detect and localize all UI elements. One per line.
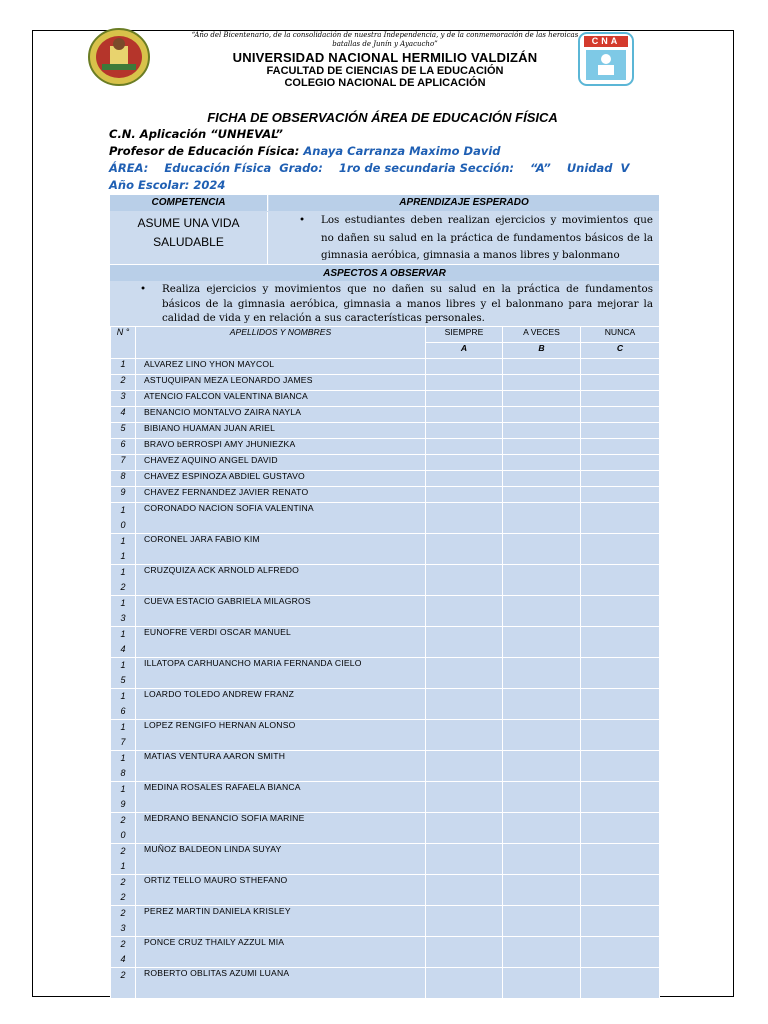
mark-cell-nunca[interactable]: [581, 906, 660, 937]
mark-cell-aveces[interactable]: [503, 359, 581, 375]
mark-cell-nunca[interactable]: [581, 471, 660, 487]
student-name: ROBERTO OBLITAS AZUMI LUANA: [136, 968, 426, 999]
student-name: LOARDO TOLEDO ANDREW FRANZ: [136, 689, 426, 720]
student-number: 2: [111, 375, 136, 391]
mark-cell-nunca[interactable]: [581, 375, 660, 391]
mark-cell-aveces[interactable]: [503, 813, 581, 844]
student-name: BIBIANO HUAMAN JUAN ARIEL: [136, 423, 426, 439]
table-row: [111, 689, 660, 720]
student-number: 1: [111, 359, 136, 375]
mark-cell-nunca[interactable]: [581, 391, 660, 407]
table-row: [111, 906, 660, 937]
mark-cell-aveces[interactable]: [503, 968, 581, 999]
mark-cell-aveces[interactable]: [503, 391, 581, 407]
table-row: [111, 455, 660, 471]
table-row: [111, 751, 660, 782]
student-number: 22: [111, 875, 136, 906]
mark-cell-nunca[interactable]: [581, 565, 660, 596]
mark-cell-siempre[interactable]: [426, 375, 503, 391]
mark-cell-nunca[interactable]: [581, 359, 660, 375]
mark-cell-siempre[interactable]: [426, 844, 503, 875]
area-line: ÁREA: Educación Física Grado: 1ro de secundaria Sección: “A” Unidad V: [109, 161, 630, 175]
student-number: 19: [111, 782, 136, 813]
table-row: [111, 503, 660, 534]
competence-table: [110, 195, 659, 326]
mark-cell-siempre[interactable]: [426, 565, 503, 596]
mark-cell-siempre[interactable]: [426, 782, 503, 813]
siempre-header: SIEMPRE: [426, 327, 503, 343]
table-row: [111, 968, 660, 999]
table-row: [111, 813, 660, 844]
student-name: PEREZ MARTIN DANIELA KRISLEY: [136, 906, 426, 937]
mark-cell-nunca[interactable]: [581, 596, 660, 627]
expected-text: Los estudiantes deben realizan ejercicios y movimientos que no dañen su salud en la práctica de fundamentos básicos de la gimnasia aeróbica, gimnasia a manos libres y balonmano: [321, 214, 653, 261]
student-name: ORTIZ TELLO MAURO STHEFANO: [136, 875, 426, 906]
bullet-icon: •: [299, 214, 306, 226]
mark-cell-siempre[interactable]: [426, 455, 503, 471]
letter-a: A: [426, 343, 503, 359]
mark-cell-nunca[interactable]: [581, 751, 660, 782]
student-number: 11: [111, 534, 136, 565]
mark-cell-aveces[interactable]: [503, 439, 581, 455]
teacher-line: [109, 144, 501, 158]
student-number: 14: [111, 627, 136, 658]
mark-cell-nunca[interactable]: [581, 503, 660, 534]
mark-cell-aveces[interactable]: [503, 471, 581, 487]
table-row: [111, 439, 660, 455]
table-row: [111, 782, 660, 813]
mark-cell-nunca[interactable]: [581, 689, 660, 720]
table-row: [111, 359, 660, 375]
student-number: 3: [111, 391, 136, 407]
mark-cell-siempre[interactable]: [426, 423, 503, 439]
student-number: 15: [111, 658, 136, 689]
mark-cell-siempre[interactable]: [426, 627, 503, 658]
student-name: MEDINA ROSALES RAFAELA BIANCA: [136, 782, 426, 813]
mark-cell-nunca[interactable]: [581, 487, 660, 503]
student-number: 13: [111, 596, 136, 627]
table-row: [111, 423, 660, 439]
student-name: CHAVEZ FERNANDEZ JAVIER RENATO: [136, 487, 426, 503]
mark-cell-aveces[interactable]: [503, 627, 581, 658]
student-number: 16: [111, 689, 136, 720]
student-name: ATENCIO FALCON VALENTINA BIANCA: [136, 391, 426, 407]
document-title: FICHA DE OBSERVACIÓN ÁREA DE EDUCACIÓN FÍSICA: [207, 110, 558, 125]
number-header: N °: [111, 327, 136, 359]
expected-header: APRENDIZAJE ESPERADO: [269, 195, 659, 211]
student-number: 6: [111, 439, 136, 455]
mark-cell-nunca[interactable]: [581, 720, 660, 751]
nunca-header: NUNCA: [581, 327, 660, 343]
expected-value: [269, 212, 659, 264]
student-name: MUÑOZ BALDEON LINDA SUYAY: [136, 844, 426, 875]
cn-label: C.N. Aplicación “UNHEVAL”: [109, 127, 283, 141]
student-grid: [110, 326, 660, 999]
mark-cell-nunca[interactable]: [581, 627, 660, 658]
student-number: 2: [111, 968, 136, 999]
aspects-header: ASPECTOS A OBSERVAR: [110, 264, 659, 281]
table-row: [111, 375, 660, 391]
table-row: [111, 627, 660, 658]
mark-cell-aveces[interactable]: [503, 534, 581, 565]
student-number: 9: [111, 487, 136, 503]
student-name: BRAVO bERROSPI AMY JHUNIEZKA: [136, 439, 426, 455]
bullet-icon: •: [140, 283, 147, 295]
student-name: ASTUQUIPAN MEZA LEONARDO JAMES: [136, 375, 426, 391]
mark-cell-aveces[interactable]: [503, 906, 581, 937]
student-number: 18: [111, 751, 136, 782]
mark-cell-nunca[interactable]: [581, 875, 660, 906]
student-name: ILLATOPA CARHUANCHO MARIA FERNANDA CIELO: [136, 658, 426, 689]
mark-cell-aveces[interactable]: [503, 937, 581, 968]
mark-cell-siempre[interactable]: [426, 407, 503, 423]
mark-cell-nunca[interactable]: [581, 813, 660, 844]
mark-cell-siempre[interactable]: [426, 359, 503, 375]
mark-cell-siempre[interactable]: [426, 875, 503, 906]
mark-cell-aveces[interactable]: [503, 782, 581, 813]
mark-cell-siempre[interactable]: [426, 487, 503, 503]
student-number: 24: [111, 937, 136, 968]
student-name: EUNOFRE VERDI OSCAR MANUEL: [136, 627, 426, 658]
university-seal-icon: [88, 28, 150, 86]
cna-logo: [578, 32, 634, 86]
mark-cell-nunca[interactable]: [581, 455, 660, 471]
letter-b: B: [503, 343, 581, 359]
mark-cell-aveces[interactable]: [503, 503, 581, 534]
mark-cell-siempre[interactable]: [426, 689, 503, 720]
student-name: CHAVEZ AQUINO ANGEL DAVID: [136, 455, 426, 471]
mark-cell-aveces[interactable]: [503, 487, 581, 503]
student-name: ALVAREZ LINO YHON MAYCOL: [136, 359, 426, 375]
table-row: [111, 720, 660, 751]
mark-cell-nunca[interactable]: [581, 844, 660, 875]
mark-cell-aveces[interactable]: [503, 455, 581, 471]
student-number: 20: [111, 813, 136, 844]
table-row: [111, 534, 660, 565]
student-number: 21: [111, 844, 136, 875]
grid-header-row: [111, 327, 660, 343]
mark-cell-nunca[interactable]: [581, 937, 660, 968]
mark-cell-aveces[interactable]: [503, 407, 581, 423]
mark-cell-aveces[interactable]: [503, 565, 581, 596]
competence-value: ASUME UNA VIDA SALUDABLE: [110, 212, 268, 264]
mark-cell-siempre[interactable]: [426, 596, 503, 627]
competence-header: COMPETENCIA: [110, 195, 268, 211]
university-name: UNIVERSIDAD NACIONAL HERMILIO VALDIZÁN: [232, 50, 538, 65]
table-row: [111, 471, 660, 487]
mark-cell-aveces[interactable]: [503, 844, 581, 875]
student-name: MATIAS VENTURA AARON SMITH: [136, 751, 426, 782]
teacher-name: Anaya Carranza Maximo David: [303, 144, 501, 158]
mark-cell-nunca[interactable]: [581, 968, 660, 999]
student-name: BENANCIO MONTALVO ZAIRA NAYLA: [136, 407, 426, 423]
student-name: CORONADO NACION SOFIA VALENTINA: [136, 503, 426, 534]
mark-cell-siempre[interactable]: [426, 906, 503, 937]
mark-cell-aveces[interactable]: [503, 875, 581, 906]
mark-cell-aveces[interactable]: [503, 375, 581, 391]
mark-cell-aveces[interactable]: [503, 720, 581, 751]
name-header: APELLIDOS Y NOMBRES: [136, 327, 426, 359]
aveces-header: A VECES: [503, 327, 581, 343]
mark-cell-siempre[interactable]: [426, 471, 503, 487]
mark-cell-siempre[interactable]: [426, 503, 503, 534]
mark-cell-aveces[interactable]: [503, 423, 581, 439]
letter-c: C: [581, 343, 660, 359]
student-number: 5: [111, 423, 136, 439]
mark-cell-nunca[interactable]: [581, 534, 660, 565]
student-name: CUEVA ESTACIO GABRIELA MILAGROS: [136, 596, 426, 627]
mark-cell-aveces[interactable]: [503, 658, 581, 689]
student-name: LOPEZ RENGIFO HERNAN ALONSO: [136, 720, 426, 751]
aspect-value: [110, 282, 659, 326]
year-line: Año Escolar: 2024: [109, 178, 226, 192]
mark-cell-aveces[interactable]: [503, 689, 581, 720]
table-row: [111, 596, 660, 627]
student-number: 17: [111, 720, 136, 751]
student-number: 23: [111, 906, 136, 937]
student-number: 10: [111, 503, 136, 534]
mark-cell-siempre[interactable]: [426, 391, 503, 407]
mark-cell-siempre[interactable]: [426, 658, 503, 689]
student-name: CORONEL JARA FABIO KIM: [136, 534, 426, 565]
mark-cell-siempre[interactable]: [426, 968, 503, 999]
mark-cell-siempre[interactable]: [426, 534, 503, 565]
table-row: [111, 875, 660, 906]
faculty-name: FACULTAD DE CIENCIAS DE LA EDUCACIÓN: [266, 65, 504, 77]
cna-logo-text: CNA: [591, 36, 621, 46]
motto-text: “Año del Bicentenario, de la consolidación de nuestra Independencia, y de la conmemoración de las heroicas batallas de Junín y Ayacucho”: [191, 31, 579, 48]
mark-cell-siempre[interactable]: [426, 439, 503, 455]
table-row: [111, 658, 660, 689]
student-number: 7: [111, 455, 136, 471]
mark-cell-nunca[interactable]: [581, 782, 660, 813]
mark-cell-nunca[interactable]: [581, 423, 660, 439]
mark-cell-aveces[interactable]: [503, 751, 581, 782]
table-row: [111, 937, 660, 968]
student-name: CHAVEZ ESPINOZA ABDIEL GUSTAVO: [136, 471, 426, 487]
college-name: COLEGIO NACIONAL DE APLICACIÓN: [284, 77, 486, 89]
mark-cell-siempre[interactable]: [426, 751, 503, 782]
aspect-text: Realiza ejercicios y movimientos que no dañen su salud en la práctica de fundamentos básicos de la gimnasia aeróbica, gimnasia a manos libres y el balonmano para mejorar la calidad de vida y en relación a sus características personales.: [162, 283, 653, 324]
mark-cell-aveces[interactable]: [503, 596, 581, 627]
student-name: PONCE CRUZ THAILY AZZUL MIA: [136, 937, 426, 968]
mark-cell-nunca[interactable]: [581, 658, 660, 689]
student-name: MEDRANO BENANCIO SOFIA MARINE: [136, 813, 426, 844]
mark-cell-nunca[interactable]: [581, 407, 660, 423]
table-row: [111, 844, 660, 875]
table-row: [111, 565, 660, 596]
student-name: CRUZQUIZA ACK ARNOLD ALFREDO: [136, 565, 426, 596]
student-number: 12: [111, 565, 136, 596]
table-row: [111, 487, 660, 503]
student-number: 8: [111, 471, 136, 487]
table-row: [111, 391, 660, 407]
mark-cell-siempre[interactable]: [426, 720, 503, 751]
mark-cell-siempre[interactable]: [426, 813, 503, 844]
teacher-label: Profesor de Educación Física:: [109, 144, 300, 158]
mark-cell-nunca[interactable]: [581, 439, 660, 455]
student-number: 4: [111, 407, 136, 423]
table-row: [111, 407, 660, 423]
mark-cell-siempre[interactable]: [426, 937, 503, 968]
